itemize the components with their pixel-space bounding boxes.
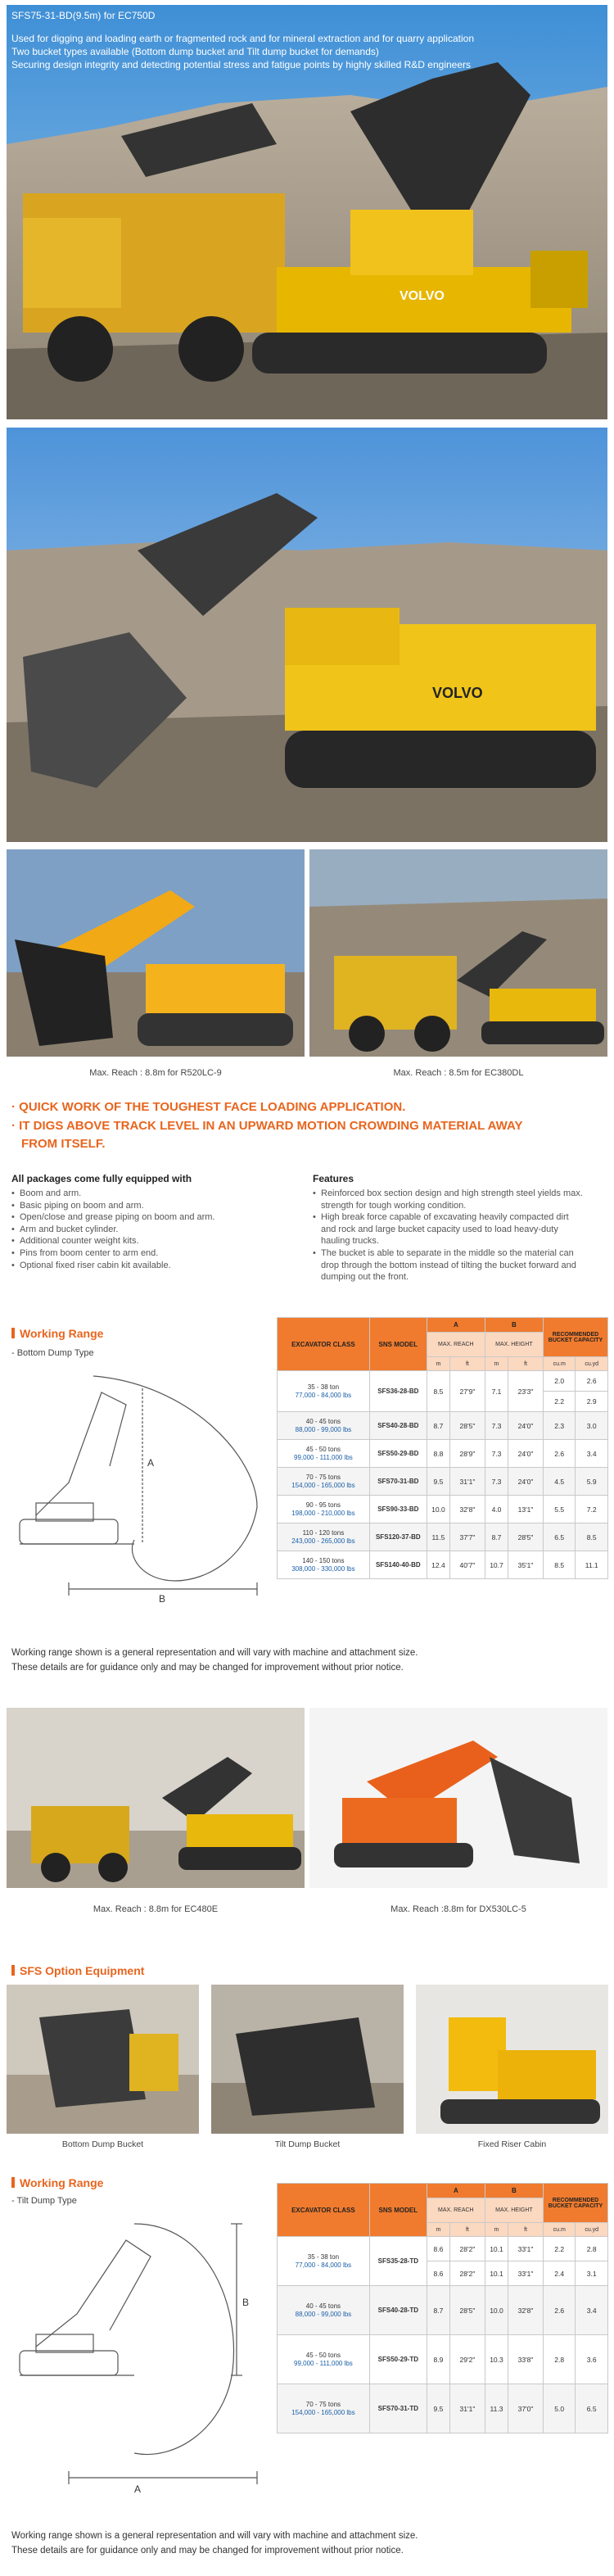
value-cell-a-ft: 27'9" [450, 1371, 485, 1412]
value-cell-b-m: 10.0 [485, 2286, 508, 2335]
value-cell-b-ft: 24'0" [508, 1468, 544, 1496]
table-row [278, 1523, 608, 1551]
model-cell: SFS50-29-TD [369, 2335, 427, 2384]
feature-item: • The bucket is able to separate in the middle so the material can drop through the bottom instead of tilting the bucket forward and dumping out the front. [313, 1247, 583, 1283]
excavator-class-cell [278, 2384, 370, 2433]
value-cell-a-m: 9.5 [427, 1468, 449, 1496]
value-cell-a-ft: 40'7" [450, 1551, 485, 1579]
capacity-cuyd-cell: 3.1 [576, 2261, 608, 2286]
class-lbs: 154,000 - 165,000 lbs [291, 2408, 355, 2416]
package-item: • Arm and bucket cylinder. [11, 1224, 290, 1236]
value-cell-a-ft: 32'8" [450, 1496, 485, 1523]
value-cell-a-ft: 31'1" [450, 1468, 485, 1496]
dim-b-label: B [159, 1593, 166, 1605]
package-item: • Optional fixed riser cabin kit available. [11, 1260, 290, 1272]
th-max-reach: MAX. REACH [427, 2198, 485, 2223]
excavator-class-cell [278, 1468, 370, 1496]
hero-line-1: Used for digging and loading earth or fragmented rock and for mineral extraction and for quarry application [11, 33, 474, 44]
excavator-class-cell [278, 1551, 370, 1579]
model-cell: SFS40-28-TD [369, 2286, 427, 2335]
value-cell-b-m: 7.3 [485, 1440, 508, 1468]
th-max-reach: MAX. REACH [427, 1333, 485, 1357]
capacity-cuyd-cell: 3.4 [576, 1440, 608, 1468]
package-item: • Open/close and grease piping on boom and arm. [11, 1211, 290, 1224]
capacity-cum-cell: 6.5 [543, 1523, 575, 1551]
caption-bottom-dump-bucket: Bottom Dump Bucket [61, 2139, 144, 2149]
packages-list [11, 1188, 290, 1271]
working-range-diagram-tilt-dump [11, 2207, 273, 2502]
hero-photo-excavator-front-shovel [7, 428, 607, 842]
working-range-diagram-bottom-dump [11, 1360, 273, 1605]
value-cell-b-ft: 33'1" [508, 2237, 544, 2261]
dim-b-label: B [242, 2297, 250, 2308]
dim-a-label: A [134, 2483, 142, 2495]
excavator-class-cell [278, 1371, 370, 1412]
spec-table-bottom-dump [277, 1317, 608, 1579]
table-row [278, 1551, 608, 1579]
value-cell-b-ft: 32'8" [508, 2286, 544, 2335]
capacity-cuyd-cell: 3.4 [576, 2286, 608, 2335]
table-row [278, 2335, 608, 2384]
model-cell: SFS140-40-BD [369, 1551, 427, 1579]
capacity-cum-cell: 8.5 [543, 1551, 575, 1579]
excavator-class-cell [278, 1523, 370, 1551]
model-cell: SFS35-28-TD [369, 2237, 427, 2286]
value-cell-a-m: 12.4 [427, 1551, 449, 1579]
capacity-cum-cell: 2.4 [543, 2261, 575, 2286]
photo-r520lc-9 [7, 849, 305, 1057]
capacity-cuyd-cell: 5.9 [576, 1468, 608, 1496]
value-cell-b-ft: 33'8" [508, 2335, 544, 2384]
excavator-class-cell [278, 2286, 370, 2335]
excavator-class-cell [278, 1496, 370, 1523]
th-unit: m [485, 2223, 508, 2237]
value-cell-b-ft: 24'0" [508, 1440, 544, 1468]
class-tons: 70 - 75 tons [305, 2400, 341, 2408]
value-cell-b-ft: 24'0" [508, 1412, 544, 1440]
caption-tilt-dump-bucket: Tilt Dump Bucket [274, 2139, 341, 2149]
capacity-cuyd-cell: 6.5 [576, 2384, 608, 2433]
package-item: • Basic piping on boom and arm. [11, 1200, 290, 1212]
class-tons: 40 - 45 tons [305, 2302, 341, 2310]
model-cell: SFS70-31-TD [369, 2384, 427, 2433]
value-cell-b-m: 4.0 [485, 1496, 508, 1523]
value-cell-a-ft: 28'5" [450, 2286, 485, 2335]
highlight-2: · IT DIGS ABOVE TRACK LEVEL IN AN UPWARD MOTION CROWDING MATERIAL AWAY [11, 1119, 523, 1133]
value-cell-a-m: 8.6 [427, 2261, 449, 2286]
capacity-cuyd-cell: 3.6 [576, 2335, 608, 2384]
package-item: • Pins from boom center to arm end. [11, 1247, 290, 1260]
value-cell-a-ft: 28'5" [450, 1412, 485, 1440]
capacity-cuyd-cell: 7.2 [576, 1496, 608, 1523]
th-model: SNS MODEL [369, 2184, 427, 2237]
table-row [278, 2286, 608, 2335]
model-cell: SFS40-28-BD [369, 1412, 427, 1440]
th-model: SNS MODEL [369, 1318, 427, 1371]
capacity-cum-cell: 2.3 [543, 1412, 575, 1440]
caption-r520lc-9: Max. Reach : 8.8m for R520LC-9 [89, 1068, 222, 1078]
th-unit: ft [450, 1357, 485, 1371]
class-tons: 45 - 50 tons [305, 1445, 341, 1453]
value-cell-b-m: 7.3 [485, 1412, 508, 1440]
model-cell: SFS90-33-BD [369, 1496, 427, 1523]
hero-line-2: Two bucket types available (Bottom dump bucket and Tilt dump bucket for demands) [11, 46, 379, 57]
th-unit: cu.yd [576, 1357, 608, 1371]
value-cell-a-ft: 31'1" [450, 2384, 485, 2433]
class-lbs: 198,000 - 210,000 lbs [291, 1509, 355, 1517]
value-cell-a-ft: 37'7" [450, 1523, 485, 1551]
model-cell: SFS50-29-BD [369, 1440, 427, 1468]
class-lbs: 88,000 - 99,000 lbs [295, 2310, 352, 2318]
photo-bottom-dump-bucket [7, 1985, 199, 2134]
class-lbs: 77,000 - 84,000 lbs [295, 2261, 352, 2269]
capacity-cum-cell: 5.5 [543, 1496, 575, 1523]
model-cell: SFS36-28-BD [369, 1371, 427, 1412]
th-class: EXCAVATOR CLASS [278, 1318, 370, 1371]
model-cell: SFS120-37-BD [369, 1523, 427, 1551]
value-cell-b-ft: 28'5" [508, 1523, 544, 1551]
class-tons: 110 - 120 tons [302, 1528, 345, 1537]
value-cell-b-m: 7.1 [485, 1371, 508, 1412]
value-cell-b-m: 10.1 [485, 2237, 508, 2261]
capacity-cuyd-cell: 2.9 [576, 1392, 608, 1412]
th-b: B [485, 2184, 543, 2198]
capacity-cuyd-cell: 2.8 [576, 2237, 608, 2261]
th-capacity: RECOMMENDED BUCKET CAPACITY [543, 1318, 607, 1357]
value-cell-b-ft: 33'1" [508, 2261, 544, 2286]
note-2-line-2: These details are for guidance only and may be changed for improvement without prior notice. [11, 2546, 404, 2556]
class-lbs: 243,000 - 265,000 lbs [291, 1537, 355, 1545]
th-a: A [427, 1318, 485, 1333]
value-cell-a-m: 8.6 [427, 2237, 449, 2261]
photo-dx530lc-5 [309, 1708, 607, 1888]
package-item: • Boom and arm. [11, 1188, 290, 1200]
value-cell-b-m: 10.7 [485, 1551, 508, 1579]
value-cell-a-m: 8.7 [427, 2286, 449, 2335]
working-range-heading-1: Working Range [11, 1327, 103, 1340]
table-row [278, 1440, 608, 1468]
excavator-class-cell [278, 2335, 370, 2384]
table-row [278, 1496, 608, 1523]
note-1-line-2: These details are for guidance only and may be changed for improvement without prior notice. [11, 1663, 404, 1673]
table-row [278, 1371, 608, 1392]
th-unit: ft [508, 2223, 544, 2237]
note-1-line-1: Working range shown is a general representation and will vary with machine and attachment size. [11, 1648, 418, 1658]
highlight-1: · QUICK WORK OF THE TOUGHEST FACE LOADING APPLICATION. [11, 1100, 406, 1114]
value-cell-b-m: 10.3 [485, 2335, 508, 2384]
dim-a-label: A [147, 1457, 155, 1469]
th-unit: ft [450, 2223, 485, 2237]
features-list [313, 1188, 583, 1283]
photo-fixed-riser-cabin [416, 1985, 608, 2134]
option-equipment-heading: SFS Option Equipment [11, 1964, 144, 1977]
table-row [278, 1468, 608, 1496]
note-2-line-1: Working range shown is a general representation and will vary with machine and attachment size. [11, 2531, 418, 2541]
capacity-cum-cell: 2.2 [543, 1392, 575, 1412]
capacity-cum-cell: 2.0 [543, 1371, 575, 1392]
svg-text:VOLVO: VOLVO [400, 289, 445, 303]
value-cell-b-m: 11.3 [485, 2384, 508, 2433]
capacity-cuyd-cell: 3.0 [576, 1412, 608, 1440]
value-cell-a-ft: 28'2" [450, 2261, 485, 2286]
working-range-heading-2: Working Range [11, 2176, 103, 2189]
excavator-class-cell [278, 2237, 370, 2286]
class-tons: 90 - 95 tons [305, 1501, 341, 1509]
value-cell-a-ft: 28'2" [450, 2237, 485, 2261]
photo-tilt-dump-bucket [211, 1985, 404, 2134]
caption-ec380dl: Max. Reach : 8.5m for EC380DL [393, 1068, 524, 1078]
class-lbs: 154,000 - 165,000 lbs [291, 1481, 355, 1489]
capacity-cum-cell: 2.2 [543, 2237, 575, 2261]
class-lbs: 99,000 - 111,000 lbs [294, 2359, 353, 2367]
th-max-height: MAX. HEIGHT [485, 2198, 543, 2223]
caption-dx530lc-5: Max. Reach :8.8m for DX530LC-5 [391, 1904, 526, 1914]
capacity-cum-cell: 2.6 [543, 1440, 575, 1468]
value-cell-b-m: 7.3 [485, 1468, 508, 1496]
caption-ec480e: Max. Reach : 8.8m for EC480E [93, 1904, 219, 1914]
class-tons: 45 - 50 tons [305, 2351, 341, 2359]
hero-line-3: Securing design integrity and detecting potential stress and fatigue points by highly skilled R&D engineers [11, 59, 471, 70]
value-cell-a-ft: 28'9" [450, 1440, 485, 1468]
class-lbs: 88,000 - 99,000 lbs [295, 1425, 352, 1433]
table-row [278, 1412, 608, 1440]
class-lbs: 77,000 - 84,000 lbs [295, 1391, 352, 1399]
value-cell-b-ft: 13'1" [508, 1496, 544, 1523]
value-cell-a-m: 8.9 [427, 2335, 449, 2384]
photo-ec380dl [309, 849, 607, 1057]
svg-text:VOLVO: VOLVO [432, 685, 483, 701]
th-unit: m [485, 1357, 508, 1371]
th-unit: m [427, 2223, 449, 2237]
capacity-cuyd-cell: 11.1 [576, 1551, 608, 1579]
th-capacity: RECOMMENDED BUCKET CAPACITY [543, 2184, 607, 2223]
th-unit: cu.m [543, 2223, 575, 2237]
capacity-cuyd-cell: 2.6 [576, 1371, 608, 1392]
value-cell-a-m: 11.5 [427, 1523, 449, 1551]
value-cell-a-m: 9.5 [427, 2384, 449, 2433]
class-tons: 35 - 38 ton [307, 2252, 340, 2261]
value-cell-a-m: 8.5 [427, 1371, 449, 1412]
spec-table-tilt-dump [277, 2183, 608, 2433]
highlight-3: FROM ITSELF. [21, 1137, 106, 1151]
th-unit: cu.m [543, 1357, 575, 1371]
th-class: EXCAVATOR CLASS [278, 2184, 370, 2237]
value-cell-a-m: 10.0 [427, 1496, 449, 1523]
value-cell-b-m: 8.7 [485, 1523, 508, 1551]
capacity-cum-cell: 2.6 [543, 2286, 575, 2335]
value-cell-a-m: 8.7 [427, 1412, 449, 1440]
excavator-class-cell [278, 1440, 370, 1468]
photo-ec480e [7, 1708, 305, 1888]
class-lbs: 99,000 - 111,000 lbs [294, 1453, 353, 1461]
class-lbs: 308,000 - 330,000 lbs [291, 1564, 355, 1573]
th-b: B [485, 1318, 543, 1333]
th-a: A [427, 2184, 485, 2198]
bottom-dump-type-label: - Bottom Dump Type [11, 1348, 94, 1358]
package-item: • Additional counter weight kits. [11, 1235, 290, 1247]
excavator-class-cell [278, 1412, 370, 1440]
th-max-height: MAX. HEIGHT [485, 1333, 543, 1357]
feature-item: • High break force capable of excavating heavily compacted dirt and rock and large bucket capacity used to load heavy-duty hauling trucks. [313, 1211, 583, 1247]
class-tons: 70 - 75 tons [305, 1473, 341, 1481]
class-tons: 140 - 150 tons [302, 1556, 345, 1564]
th-unit: cu.yd [576, 2223, 608, 2237]
th-unit: m [427, 1357, 449, 1371]
model-cell: SFS70-31-BD [369, 1468, 427, 1496]
caption-fixed-riser-cabin: Fixed Riser Cabin [477, 2139, 547, 2149]
value-cell-b-m: 10.1 [485, 2261, 508, 2286]
hero-title: SFS75-31-BD(9.5m) for EC750D [11, 10, 156, 21]
feature-item: • Reinforced box section design and high strength steel yields max. strength for tough working condition. [313, 1188, 583, 1211]
th-unit: ft [508, 1357, 544, 1371]
capacity-cuyd-cell: 8.5 [576, 1523, 608, 1551]
value-cell-a-ft: 29'2" [450, 2335, 485, 2384]
capacity-cum-cell: 5.0 [543, 2384, 575, 2433]
packages-title: All packages come fully equipped with [11, 1173, 192, 1184]
value-cell-b-ft: 23'3" [508, 1371, 544, 1412]
features-title: Features [313, 1173, 354, 1184]
value-cell-a-m: 8.8 [427, 1440, 449, 1468]
class-tons: 40 - 45 tons [305, 1417, 341, 1425]
tilt-dump-type-label: - Tilt Dump Type [11, 2196, 77, 2206]
value-cell-b-ft: 37'0" [508, 2384, 544, 2433]
table-row [278, 2237, 608, 2261]
capacity-cum-cell: 4.5 [543, 1468, 575, 1496]
capacity-cum-cell: 2.8 [543, 2335, 575, 2384]
table-row [278, 2384, 608, 2433]
class-tons: 35 - 38 ton [307, 1383, 340, 1391]
value-cell-b-ft: 35'1" [508, 1551, 544, 1579]
